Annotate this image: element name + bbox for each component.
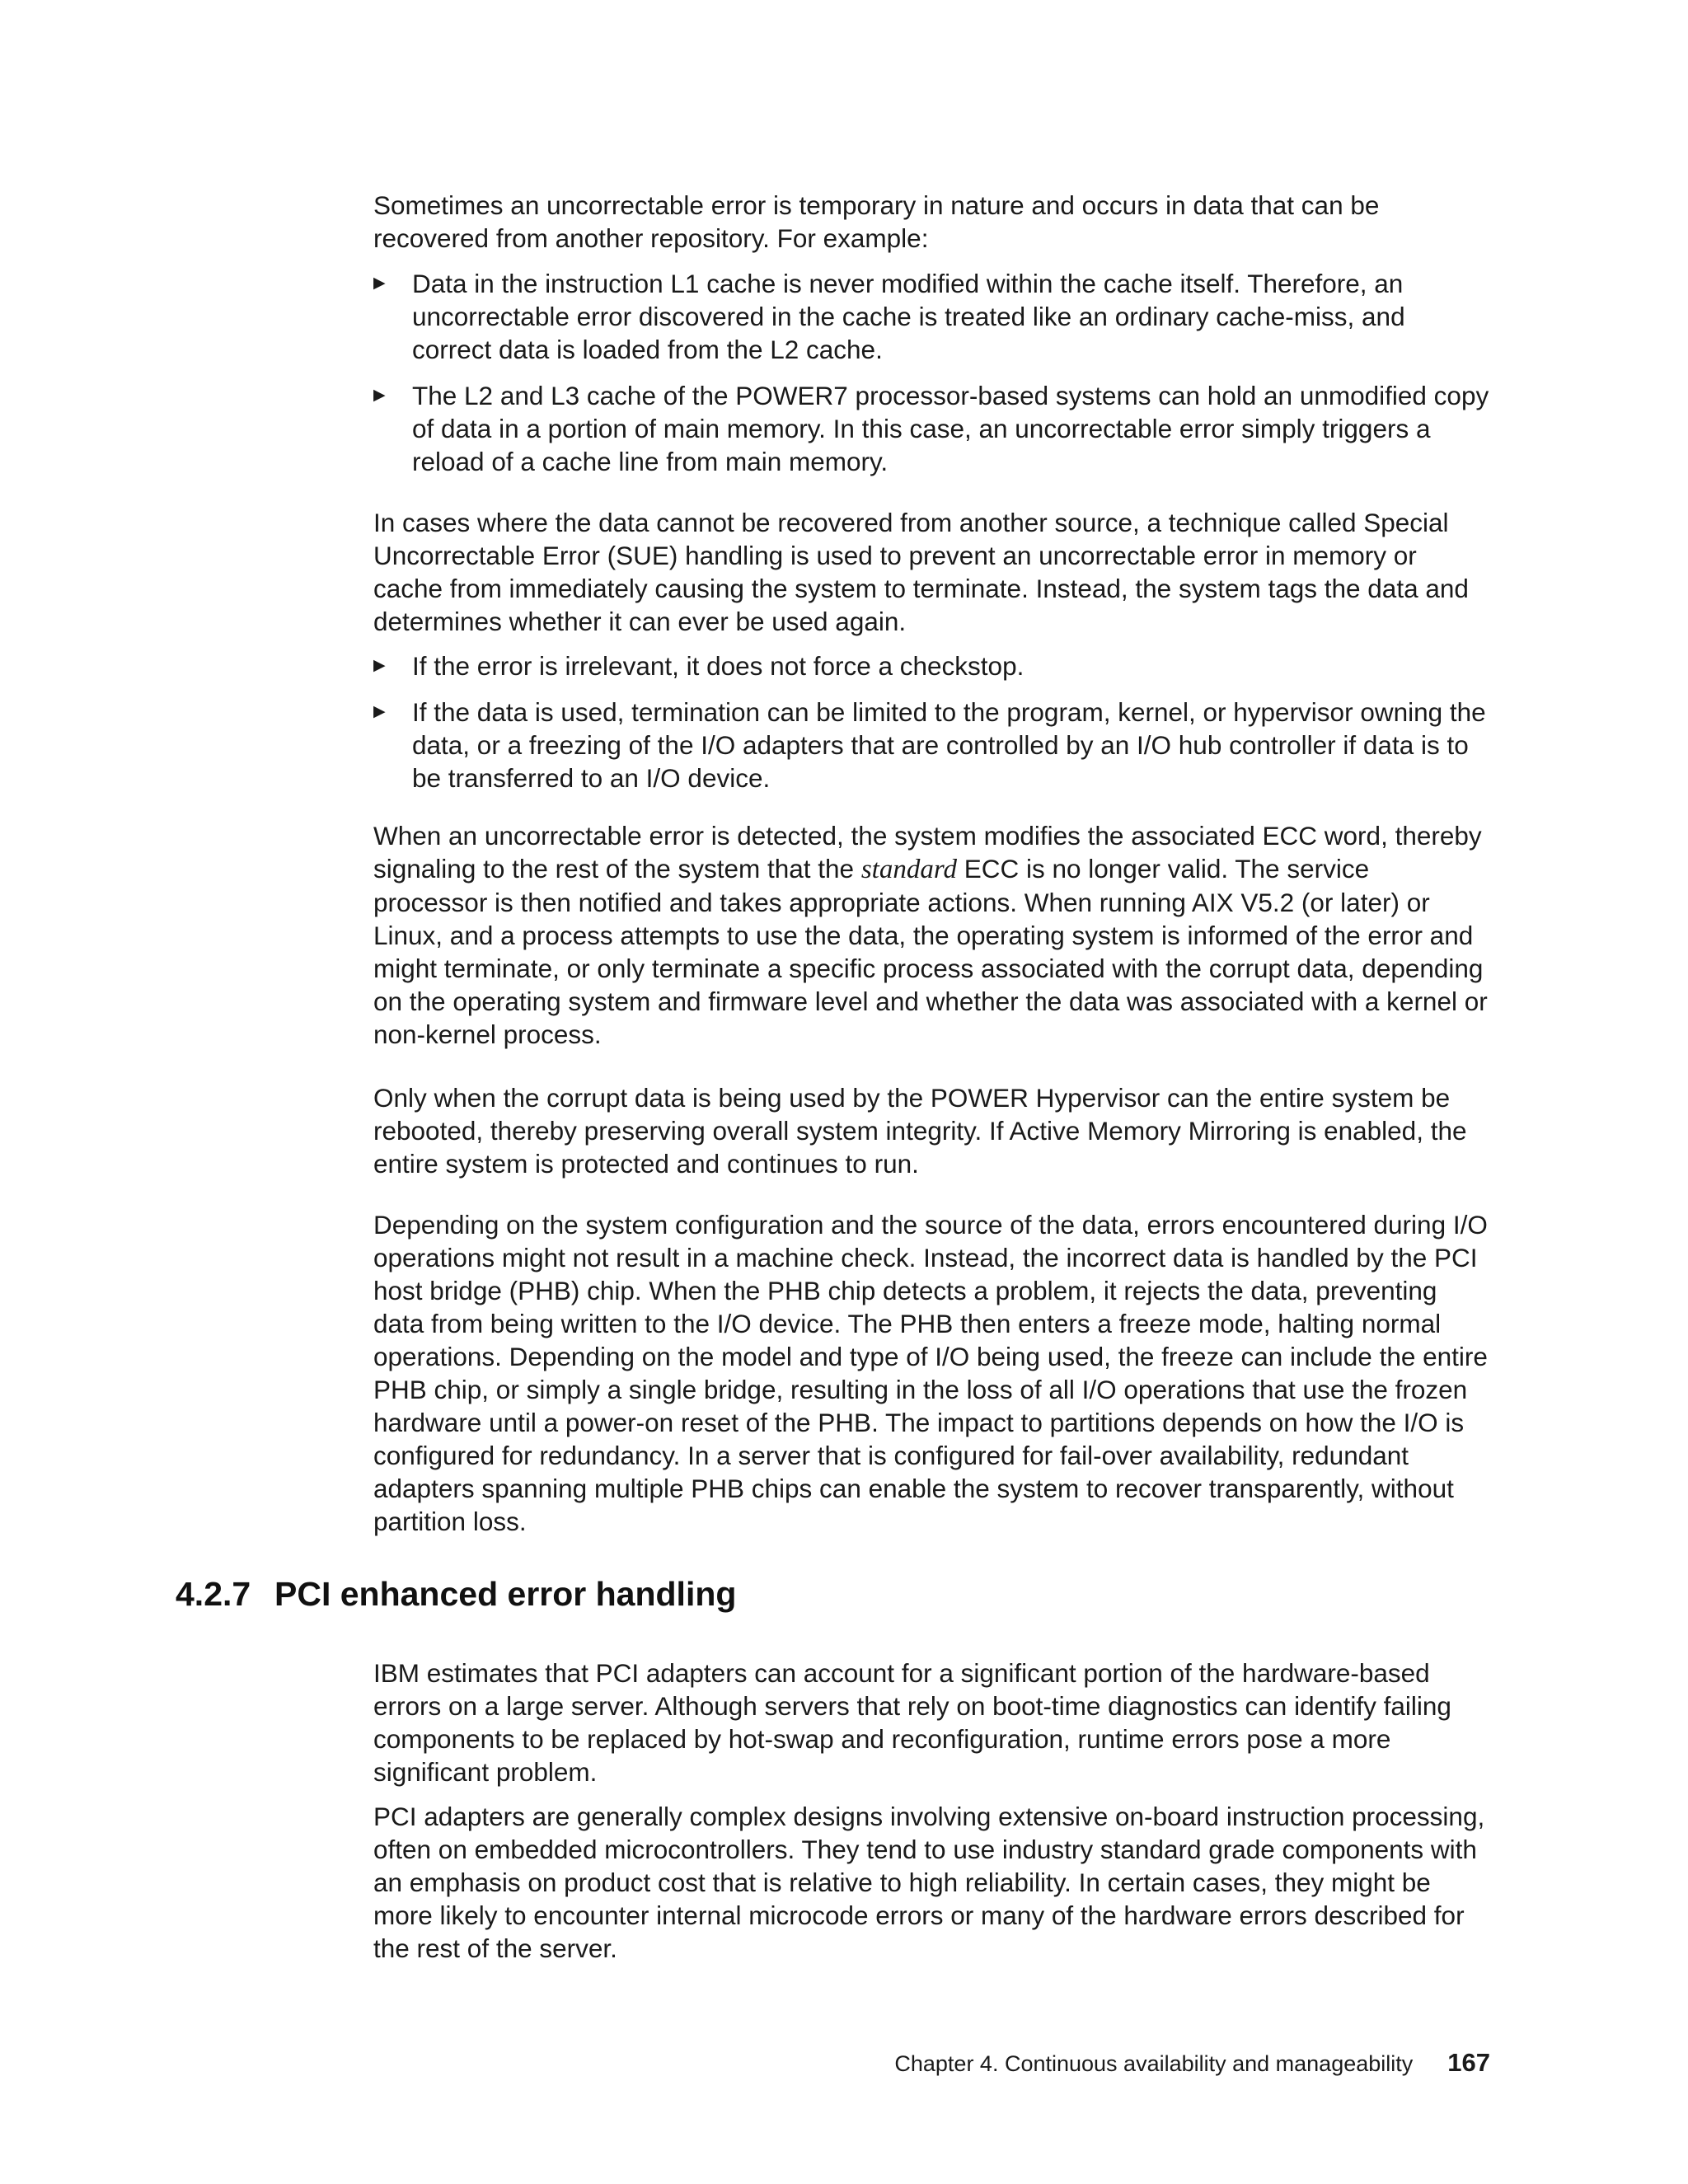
list-item xyxy=(373,696,1490,794)
bullet-triangle-icon: ▶ xyxy=(373,657,386,674)
section-paragraph-1-block xyxy=(373,1657,1490,1788)
bullet-triangle-icon: ▶ xyxy=(373,274,386,292)
page-footer xyxy=(894,2047,1490,2079)
sue-bullet-list xyxy=(373,649,1490,794)
bullet-text: Data in the instruction L1 cache is never modified within the cache itself. Therefore, an uncorrectable error discovered in the cache is treated like an ordinary cache-miss, and correct data is loaded from the L2 cache. xyxy=(412,269,1405,364)
hypervisor-paragraph: Only when the corrupt data is being used by the POWER Hypervisor can the entire system be rebooted, thereby preserving overall system integrity. If Active Memory Mirroring is enabled, the entire system is protected and continues to run. xyxy=(373,1083,1467,1179)
ecc-section xyxy=(373,819,1490,1051)
bullet-triangle-icon: ▶ xyxy=(373,703,386,720)
page-number: 167 xyxy=(1447,2048,1490,2077)
list-item xyxy=(373,379,1490,478)
list-item xyxy=(373,267,1490,366)
section-title: PCI enhanced error handling xyxy=(274,1575,737,1613)
section-paragraph: IBM estimates that PCI adapters can account for a significant portion of the hardware-based errors on a large server. Although servers that rely on boot-time diagnostics can identify failing components to be replaced by hot-swap and reconfiguration, runtime errors pose a more significant problem. xyxy=(373,1658,1451,1787)
bullet-triangle-icon: ▶ xyxy=(373,387,386,404)
sue-section xyxy=(373,506,1490,638)
ecc-emphasis: standard xyxy=(860,855,957,884)
bullet-text: If the error is irrelevant, it does not force a checkstop. xyxy=(412,651,1025,681)
section-paragraph: PCI adapters are generally complex designs involving extensive on-board instruction processing, often on embedded microcontrollers. They tend to use industry standard grade components with an emphasis on product cost that is relative to high reliability. In certain cases, they might be more likely to encounter internal microcode errors or many of the hardware errors described for the rest of the server. xyxy=(373,1802,1485,1963)
list-item xyxy=(373,649,1490,682)
intro-bullet-list xyxy=(373,267,1490,478)
footer-chapter-title: Chapter 4. Continuous availability and manageability xyxy=(894,2051,1414,2076)
section-paragraph-2-block xyxy=(373,1800,1490,1965)
io-section xyxy=(373,1208,1490,1538)
section-heading xyxy=(176,1572,736,1615)
hypervisor-section xyxy=(373,1081,1490,1180)
section-number: 4.2.7 xyxy=(176,1575,251,1613)
sue-paragraph: In cases where the data cannot be recovered from another source, a technique called Special Uncorrectable Error (SUE) handling is used to prevent an uncorrectable error in memory or cache from immediately causing the system to terminate. Instead, the system tags the data and determines whether it can ever be used again. xyxy=(373,508,1469,636)
intro-paragraph: Sometimes an uncorrectable error is temporary in nature and occurs in data that can be recovered from another repository. For example: xyxy=(373,190,1380,253)
ecc-text-before: When an uncorrectable error is detected, the system modifies the associated ECC word, thereby signaling to the rest of the system that the xyxy=(373,821,1482,883)
ecc-text-after: ECC is no longer valid. The service processor is then notified and takes appropriate actions. When running AIX V5.2 (or later) or Linux, and a process attempts to use the data, the operating system is informed of the error and might terminate, or only terminate a specific process associated with the corrupt data, depending on the operating system and firmware level and whether the data was associated with a kernel or non-kernel process. xyxy=(373,854,1488,1049)
io-paragraph: Depending on the system configuration and the source of the data, errors encountered during I/O operations might not result in a machine check. Instead, the incorrect data is handled by the PCI host bridge (PHB) chip. When the PHB chip detects a problem, it rejects the data, preventing data from being written to the I/O device. The PHB then enters a freeze mode, halting normal operations. Depending on the model and type of I/O being used, the freeze can include the entire PHB chip, or simply a single bridge, resulting in the loss of all I/O operations that use the frozen hardware until a power-on reset of the PHB. The impact to partitions depends on how the I/O is configured for redundancy. In a server that is configured for fail-over availability, redundant adapters spanning multiple PHB chips can enable the system to recover transparently, without partition loss. xyxy=(373,1210,1488,1536)
ecc-paragraph xyxy=(373,819,1490,1051)
bullet-text: If the data is used, termination can be limited to the program, kernel, or hypervisor owning the data, or a freezing of the I/O adapters that are controlled by an I/O hub controller if data is to be transferred to an I/O device. xyxy=(412,697,1486,793)
bullet-text: The L2 and L3 cache of the POWER7 processor-based systems can hold an unmodified copy of data in a portion of main memory. In this case, an uncorrectable error simply triggers a reload of a cache line from main memory. xyxy=(412,381,1489,476)
intro-section xyxy=(373,189,1490,255)
